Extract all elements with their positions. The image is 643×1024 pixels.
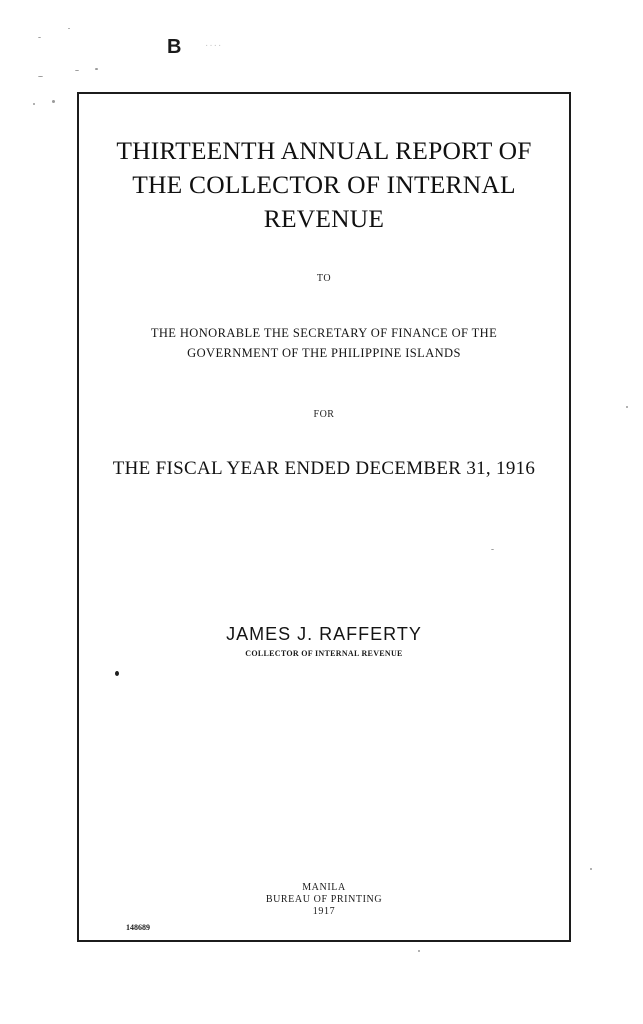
scan-speck xyxy=(626,406,628,408)
title-line: THIRTEENTH ANNUAL REPORT OF xyxy=(116,136,532,165)
scan-speck xyxy=(33,103,35,105)
to-label: TO xyxy=(316,273,332,284)
report-title xyxy=(79,134,569,236)
scan-speck xyxy=(95,68,98,70)
title-line: THE COLLECTOR OF INTERNAL xyxy=(132,170,516,199)
imprint-city: MANILA xyxy=(302,882,346,893)
author-name: JAMES J. RAFFERTY xyxy=(226,624,422,644)
imprint-publisher: BUREAU OF PRINTING xyxy=(265,894,383,905)
fiscal-year: THE FISCAL YEAR ENDED DECEMBER 31, 1916 xyxy=(112,458,536,479)
imprint xyxy=(79,882,569,918)
imprint-year: 1917 xyxy=(312,906,336,917)
scan-speck xyxy=(75,70,79,71)
recipient-line: THE HONORABLE THE SECRETARY OF FINANCE OF THE xyxy=(150,326,498,340)
recipient-line: GOVERNMENT OF THE PHILIPPINE ISLANDS xyxy=(187,346,461,360)
scan-speck xyxy=(590,868,592,870)
for-label: FOR xyxy=(313,409,335,420)
author-title: COLLECTOR OF INTERNAL REVENUE xyxy=(245,649,403,658)
scan-speck xyxy=(418,950,420,952)
catalog-number: 148689 xyxy=(126,923,150,932)
recipient xyxy=(79,323,569,363)
title-line: REVENUE xyxy=(263,204,385,233)
page-border xyxy=(77,92,571,942)
corner-mark: B xyxy=(167,36,182,58)
scan-speck xyxy=(38,76,43,77)
faint-stamp: ···· xyxy=(205,40,223,51)
scan-speck xyxy=(38,37,41,38)
scan-speck xyxy=(68,28,70,29)
scan-speck xyxy=(52,100,55,103)
